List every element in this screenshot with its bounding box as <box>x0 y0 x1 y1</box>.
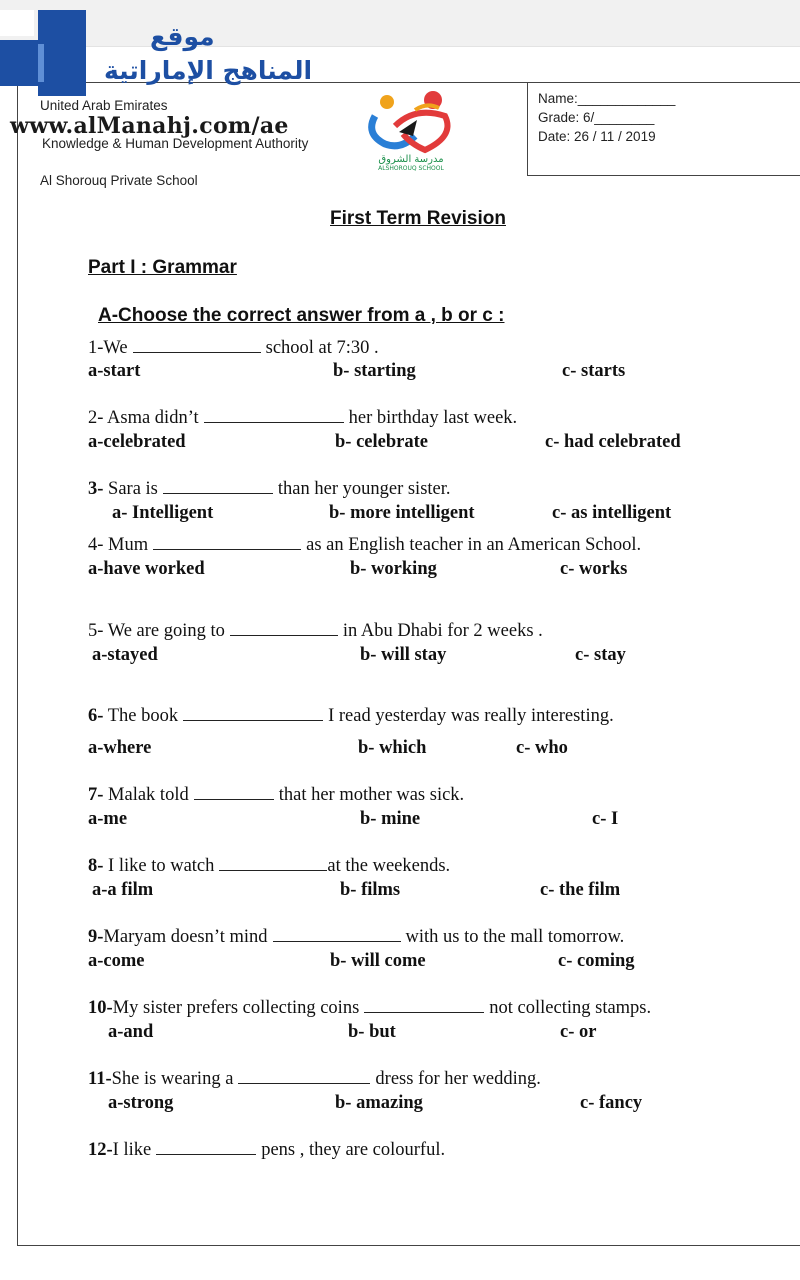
question-text-before: Malak told <box>103 785 189 805</box>
answer-blank <box>204 408 344 423</box>
option-a: a-celebrated <box>88 432 186 452</box>
option-b: b- films <box>340 880 401 900</box>
question-10 <box>88 998 651 1019</box>
question-text-after: that her mother was sick. <box>278 785 465 805</box>
name-field: Name:_____________ <box>538 91 676 106</box>
question-number: 3- <box>88 479 104 499</box>
top-bar <box>0 0 800 47</box>
question-text-after: I read yesterday was really interesting. <box>328 706 614 726</box>
option-a: a-me <box>88 809 128 829</box>
option-c: c- who <box>516 738 568 758</box>
option-c: c- the film <box>540 880 621 900</box>
option-a: a- Intelligent <box>112 503 214 523</box>
option-a: a-and <box>108 1022 154 1042</box>
option-b: b- but <box>348 1022 396 1042</box>
section-instruction: A-Choose the correct answer from a , b or c : <box>98 305 505 326</box>
question-text-before: I like <box>112 1140 152 1160</box>
answer-blank <box>273 927 401 942</box>
option-a: a-come <box>88 951 145 971</box>
question-text-before: We are going to <box>103 621 225 641</box>
grade-field: Grade: 6/________ <box>538 110 655 125</box>
school-logo-arabic: مدرسة الشروق <box>378 154 444 165</box>
question-number: 7- <box>88 785 104 805</box>
question-12 <box>88 1140 445 1161</box>
option-b: b- which <box>358 738 427 758</box>
answer-blank <box>230 621 338 636</box>
option-b: b- mine <box>360 809 421 829</box>
answer-blank <box>163 479 273 494</box>
option-a: a-start <box>88 361 141 381</box>
header-country: United Arab Emirates <box>40 98 168 113</box>
school-logo-english: ALSHOROUQ SCHOOL <box>378 165 444 172</box>
option-c: c- stay <box>575 645 626 665</box>
question-text-after: with us to the mall tomorrow. <box>405 927 625 947</box>
option-c: c- fancy <box>580 1093 643 1113</box>
option-b: b- working <box>350 559 437 579</box>
answer-blank <box>183 706 323 721</box>
answer-blank <box>133 338 261 353</box>
answer-blank <box>194 785 274 800</box>
question-text-before: The book <box>103 706 179 726</box>
option-c: c- as intelligent <box>552 503 672 523</box>
question-number: 6- <box>88 706 104 726</box>
student-info-box <box>527 82 800 176</box>
question-2 <box>88 408 517 429</box>
option-b: b- celebrate <box>335 432 428 452</box>
question-number: 5- <box>88 621 104 641</box>
question-text-before: She is wearing a <box>111 1069 234 1089</box>
option-b: b- amazing <box>335 1093 423 1113</box>
question-text-before: I like to watch <box>103 856 215 876</box>
option-b: b- starting <box>333 361 416 381</box>
school-logo-icon <box>355 86 467 172</box>
question-8 <box>88 856 450 877</box>
option-c: c- coming <box>558 951 635 971</box>
question-text-after: not collecting stamps. <box>489 998 652 1018</box>
option-c: c- I <box>592 809 619 829</box>
option-b: b- more intelligent <box>329 503 475 523</box>
question-text-before: My sister prefers collecting coins <box>112 998 360 1018</box>
option-a: a-have worked <box>88 559 205 579</box>
question-text-after: school at 7:30 . <box>265 338 379 358</box>
question-text-after: than her younger sister. <box>277 479 451 499</box>
part-heading: Part I : Grammar <box>88 257 237 278</box>
question-text-before: Sara is <box>103 479 158 499</box>
question-text-before: Maryam doesn’t mind <box>103 927 268 947</box>
site-name-arabic-line2: المناهج الإماراتية <box>104 56 313 85</box>
answer-blank <box>153 535 301 550</box>
question-number: 12- <box>88 1140 113 1160</box>
option-a: a-strong <box>108 1093 174 1113</box>
question-number: 4- <box>88 535 104 555</box>
question-text-before: We <box>103 338 128 358</box>
question-number: 1- <box>88 338 104 358</box>
answer-blank <box>156 1140 256 1155</box>
header-authority: Knowledge & Human Development Authority <box>42 136 309 151</box>
question-3 <box>88 479 451 500</box>
question-number: 8- <box>88 856 104 876</box>
site-url-link[interactable]: www.alManahj.com/ae <box>10 113 289 139</box>
question-text-after: in Abu Dhabi for 2 weeks . <box>342 621 543 641</box>
option-c: c- starts <box>562 361 626 381</box>
option-c: c- had celebrated <box>545 432 681 452</box>
option-b: b- will stay <box>360 645 447 665</box>
question-text-before: Mum <box>103 535 149 555</box>
answer-blank <box>364 998 484 1013</box>
question-text-after: at the weekends. <box>327 856 451 876</box>
answer-blank <box>238 1069 370 1084</box>
question-number: 11- <box>88 1069 112 1089</box>
question-1 <box>88 338 379 359</box>
site-logo-icon <box>0 10 86 96</box>
answer-blank <box>219 856 327 871</box>
question-text-before: Asma didn’t <box>103 408 199 428</box>
option-c: c- or <box>560 1022 597 1042</box>
question-5 <box>88 621 543 642</box>
question-11 <box>88 1069 541 1090</box>
option-a: a-where <box>88 738 152 758</box>
question-6 <box>88 706 614 727</box>
question-7 <box>88 785 464 806</box>
option-a: a-stayed <box>92 645 158 665</box>
question-number: 10- <box>88 998 113 1018</box>
option-b: b- will come <box>330 951 426 971</box>
question-text-after: pens , they are colourful. <box>261 1140 446 1160</box>
question-9 <box>88 927 624 948</box>
question-text-after: as an English teacher in an American School. <box>306 535 642 555</box>
question-number: 9- <box>88 927 104 947</box>
option-a: a-a film <box>92 880 154 900</box>
question-number: 2- <box>88 408 104 428</box>
question-text-after: her birthday last week. <box>348 408 518 428</box>
site-name-arabic-line1: موقع <box>150 22 215 51</box>
header-school-name: Al Shorouq Private School <box>40 173 198 188</box>
date-field: Date: 26 / 11 / 2019 <box>538 129 656 144</box>
question-4 <box>88 535 641 556</box>
worksheet-title: First Term Revision <box>330 208 506 229</box>
question-text-after: dress for her wedding. <box>375 1069 541 1089</box>
option-c: c- works <box>560 559 628 579</box>
